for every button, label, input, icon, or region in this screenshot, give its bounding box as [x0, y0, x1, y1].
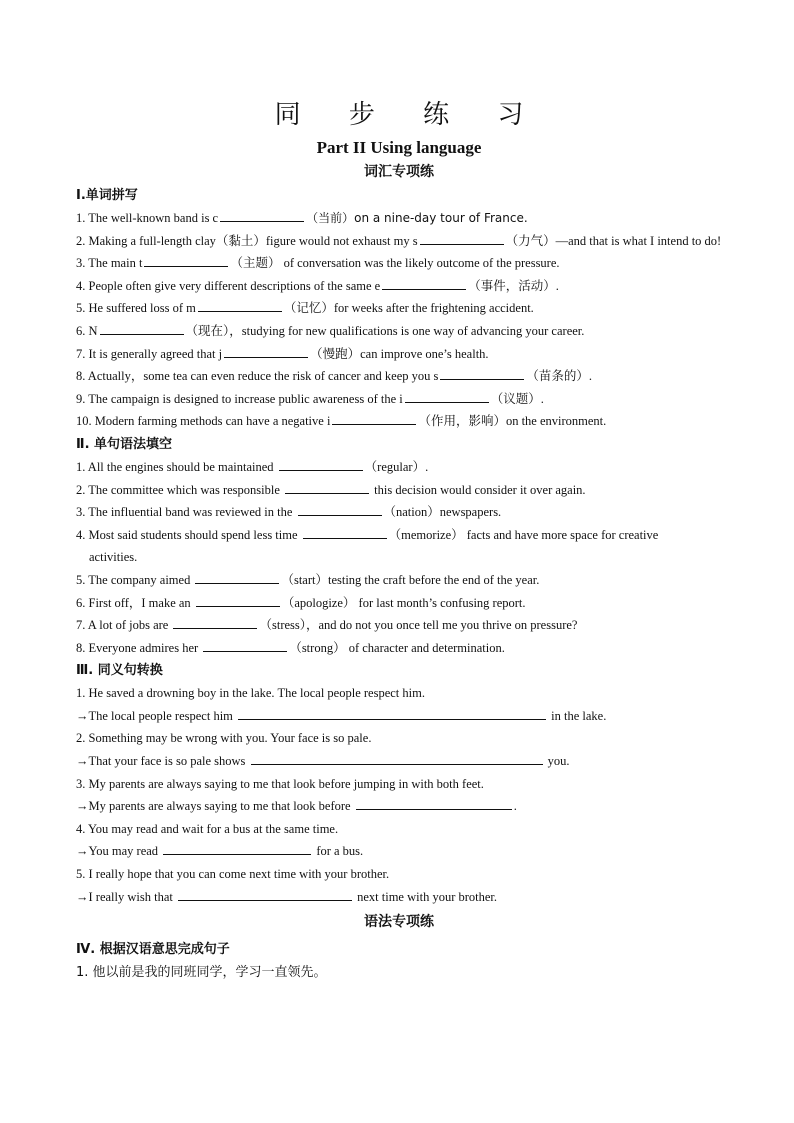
section-1-heading: Ⅰ.单词拼写 — [76, 188, 138, 203]
s1-item-9: 9. The campaign is designed to increase public awareness of the i （议题）. — [76, 391, 544, 406]
answer-blank[interactable] — [195, 571, 279, 584]
s1-item-1: 1. The well-known band is c （当前）on a nine-day tour of France. — [76, 211, 528, 225]
s3-answer-2: →That your face is so pale shows you. — [76, 754, 570, 769]
answer-blank[interactable] — [238, 707, 546, 720]
answer-blank[interactable] — [303, 526, 387, 539]
s1-item-6: 6. N （现在），studying for new qualifications is one way of advancing your career. — [76, 323, 585, 338]
answer-blank[interactable] — [220, 209, 304, 222]
s2-item-5: 5. The company aimed （start）testing the craft before the end of the year. — [76, 572, 540, 587]
s1-item-2: 2. Making a full-length clay（黏土）figure would not exhaust my s （力气）—and that is what I intend to do! — [76, 233, 722, 248]
answer-blank[interactable] — [196, 594, 280, 607]
answer-blank[interactable] — [279, 458, 363, 471]
s1-item-10: 10. Modern farming methods can have a negative i （作用，影响）on the environment. — [76, 414, 607, 429]
grammar-heading: 语法专项练 — [364, 914, 434, 931]
s3-answer-1: →The local people respect him in the lake. — [76, 708, 607, 723]
answer-blank[interactable] — [298, 503, 382, 516]
section-2-heading: Ⅱ. 单句语法填空 — [76, 436, 173, 452]
answer-blank[interactable] — [203, 639, 287, 652]
s3-question-1: 1. He saved a drowning boy in the lake. The local people respect him. — [76, 686, 425, 701]
s2-item-2: 2. The committee which was responsible this decision would consider it over again. — [76, 482, 586, 497]
answer-blank[interactable] — [332, 412, 416, 425]
s1-item-7: 7. It is generally agreed that j （慢跑）can improve one’s health. — [76, 346, 489, 361]
answer-blank[interactable] — [163, 842, 311, 855]
s2-item-1: 1. All the engines should be maintained （regular）. — [76, 459, 429, 474]
section-4-heading: Ⅳ. 根据汉语意思完成句子 — [76, 942, 230, 958]
s3-answer-5: →I really wish that next time with your brother. — [76, 889, 498, 904]
answer-blank[interactable] — [224, 345, 308, 358]
s1-item-8: 8. Actually，some tea can even reduce the risk of cancer and keep you s （苗条的）. — [76, 369, 592, 384]
s3-question-3: 3. My parents are always saying to me that look before jumping in with both feet. — [76, 776, 484, 791]
s3-question-4: 4. You may read and wait for a bus at the same time. — [76, 821, 339, 836]
page-subtitle: Part II Using language — [316, 138, 482, 157]
answer-blank[interactable] — [285, 481, 369, 494]
s4-item-1: 1. 他以前是我的同班同学，学习一直领先。 — [76, 965, 327, 981]
s2-item-3: 3. The influential band was reviewed in the （nation）newspapers. — [76, 505, 502, 520]
s2-item-4: 4. Most said students should spend less time （memorize） facts and have more space for creative — [76, 527, 659, 542]
section-3-heading: Ⅲ. 同义句转换 — [76, 663, 163, 679]
answer-blank[interactable] — [420, 232, 504, 245]
s2-item-4-cont: activities. — [89, 550, 138, 565]
s3-answer-3: →My parents are always saying to me that look before . — [76, 799, 517, 814]
answer-blank[interactable] — [144, 254, 228, 267]
worksheet-page — [76, 98, 722, 985]
page-title: 同 步 练 习 — [274, 100, 544, 130]
answer-blank[interactable] — [405, 390, 489, 403]
answer-blank[interactable] — [356, 797, 512, 810]
answer-blank[interactable] — [178, 888, 352, 901]
answer-blank[interactable] — [440, 367, 524, 380]
s1-item-3: 3. The main t （主题） of conversation was the likely outcome of the pressure. — [76, 256, 560, 271]
s2-item-6: 6. First off，I make an （apologize） for last month’s confusing report. — [76, 595, 526, 610]
answer-blank[interactable] — [100, 322, 184, 335]
answer-blank[interactable] — [251, 752, 543, 765]
s3-question-5: 5. I really hope that you can come next time with your brother. — [76, 867, 390, 882]
s2-item-8: 8. Everyone admires her （strong） of character and determination. — [76, 640, 505, 655]
answer-blank[interactable] — [173, 616, 257, 629]
s2-item-7: 7. A lot of jobs are （stress），and do not you once tell me you thrive on pressure? — [76, 618, 578, 633]
s1-item-4: 4. People often give very different descriptions of the same e （事件，活动）. — [76, 278, 559, 293]
s3-answer-4: →You may read for a bus. — [76, 844, 364, 859]
vocab-heading: 词汇专项练 — [364, 164, 434, 180]
answer-blank[interactable] — [382, 277, 466, 290]
s1-item-5: 5. He suffered loss of m （记忆）for weeks after the frightening accident. — [76, 301, 534, 316]
s3-question-2: 2. Something may be wrong with you. Your face is so pale. — [76, 731, 372, 746]
answer-blank[interactable] — [198, 299, 282, 312]
